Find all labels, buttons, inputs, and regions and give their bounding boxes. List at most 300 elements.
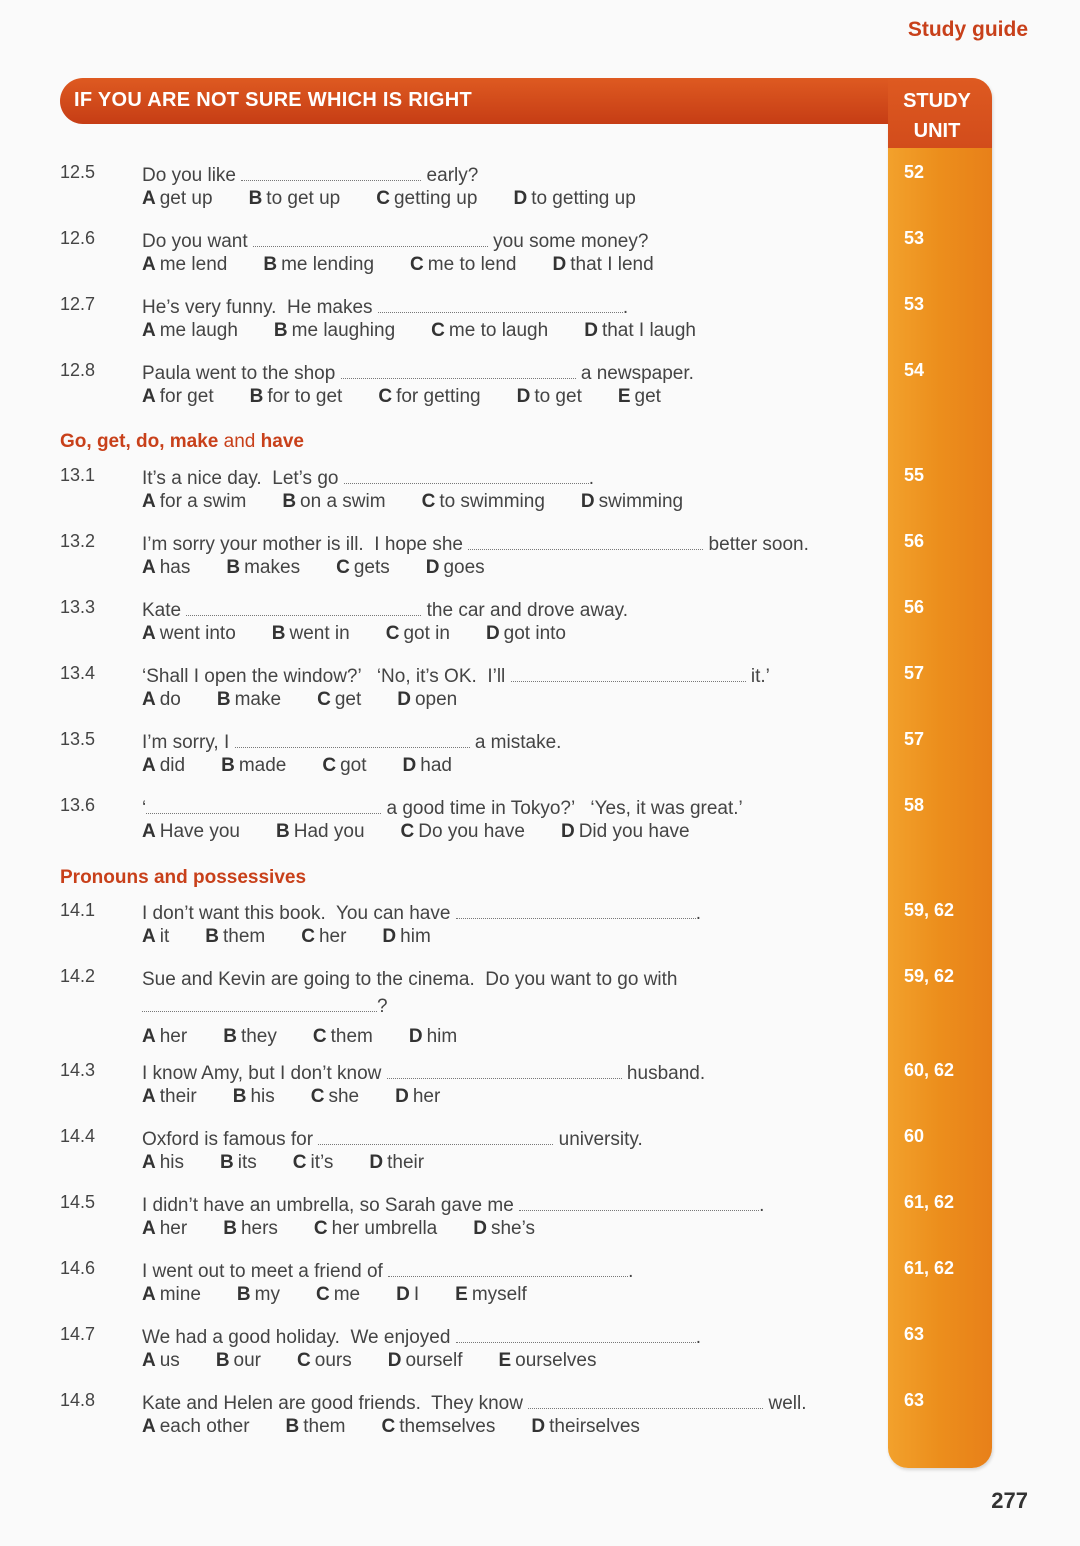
question-text — [142, 966, 882, 1020]
option-text: his — [250, 1086, 275, 1107]
option-text: she — [328, 1086, 360, 1107]
answer-option-b — [226, 557, 300, 579]
question-text-before: Kate — [142, 600, 187, 621]
study-unit-number: 60 — [904, 1126, 925, 1146]
question-text-after: it.’ — [745, 666, 770, 687]
question-text-after: early? — [421, 165, 479, 186]
study-unit-number: 56 — [904, 531, 925, 551]
option-letter: D — [402, 755, 417, 776]
answer-blank — [318, 1127, 553, 1145]
study-unit-number: 63 — [904, 1390, 925, 1410]
option-text: myself — [471, 1284, 527, 1305]
answer-option-e — [618, 386, 661, 408]
answer-option-a — [142, 557, 190, 579]
question-number: 13.2 — [60, 531, 96, 551]
question-text-after: . — [695, 903, 702, 924]
answer-option-b — [272, 623, 350, 645]
answer-option-a — [142, 926, 169, 948]
option-letter: D — [397, 689, 411, 710]
answer-option-d — [486, 623, 566, 645]
study-unit-number: 58 — [904, 795, 925, 815]
option-text: us — [159, 1350, 180, 1371]
answer-option-d — [553, 254, 654, 276]
option-text: swimming — [598, 491, 684, 512]
option-text: Do you have — [418, 821, 525, 842]
answer-options — [142, 689, 493, 711]
option-text: made — [238, 755, 287, 776]
option-text: my — [254, 1284, 280, 1305]
answer-option-c — [401, 821, 525, 843]
answer-option-a — [142, 1284, 201, 1306]
option-letter: A — [142, 689, 156, 710]
option-letter: D — [516, 386, 531, 407]
option-letter: E — [455, 1284, 468, 1305]
question-text-after: university. — [553, 1129, 643, 1150]
question-text-before: Do you like — [142, 165, 242, 186]
question-text-after: a newspaper. — [575, 363, 694, 384]
study-unit-number: 56 — [904, 597, 925, 617]
option-text: her — [159, 1026, 188, 1047]
answer-options — [142, 821, 726, 843]
answer-option-c — [322, 755, 366, 777]
option-text: they — [240, 1026, 277, 1047]
option-letter: B — [273, 320, 288, 341]
question-text-before: I didn’t have an umbrella, so Sarah gave me — [142, 1195, 520, 1216]
answer-option-c — [410, 254, 516, 276]
option-letter: D — [369, 1152, 384, 1173]
option-letter: A — [142, 386, 156, 407]
answer-blank — [387, 1061, 622, 1079]
option-letter: A — [142, 254, 156, 275]
answer-option-b — [221, 755, 286, 777]
option-letter: A — [142, 320, 156, 341]
answer-option-a — [142, 1218, 187, 1240]
option-letter: B — [236, 1284, 251, 1305]
answer-blank — [142, 994, 377, 1012]
option-text: I — [413, 1284, 420, 1305]
study-unit-number: 61, 62 — [904, 1192, 955, 1212]
question-text — [142, 663, 882, 690]
question-text — [142, 465, 882, 492]
option-letter: B — [285, 1416, 300, 1437]
answer-option-c — [293, 1152, 334, 1174]
option-text: open — [414, 689, 458, 710]
option-text: for a swim — [159, 491, 247, 512]
question-number: 14.1 — [60, 900, 96, 920]
option-text: on a swim — [300, 491, 386, 512]
option-letter: B — [271, 623, 286, 644]
option-letter: C — [376, 188, 390, 209]
option-text: him — [426, 1026, 458, 1047]
answer-option-e — [498, 1350, 596, 1372]
answer-option-c — [378, 386, 480, 408]
answer-option-c — [301, 926, 346, 948]
section-heading-pronouns: Pronouns and possessives — [60, 867, 307, 888]
answer-options — [142, 926, 467, 948]
study-unit-number: 59, 62 — [904, 966, 955, 986]
question-text-after: you some money? — [487, 231, 649, 252]
question-text — [142, 1060, 882, 1087]
option-text: ourselves — [515, 1350, 597, 1371]
answer-option-b — [282, 491, 385, 513]
option-text: our — [233, 1350, 262, 1371]
study-unit-number: 53 — [904, 228, 925, 248]
answer-option-d — [473, 1218, 535, 1240]
option-text: her — [159, 1218, 188, 1239]
option-text: them — [330, 1026, 373, 1047]
answer-blank — [186, 598, 421, 616]
answer-options — [142, 1416, 676, 1438]
option-letter: B — [220, 1152, 234, 1173]
answer-option-b — [263, 254, 374, 276]
question-text-after: a mistake. — [469, 732, 562, 753]
option-text: Had you — [293, 821, 365, 842]
answer-option-a — [142, 755, 185, 777]
answer-blank — [511, 664, 746, 682]
option-letter: C — [315, 1284, 330, 1305]
option-text: goes — [443, 557, 485, 578]
question-text-after: . — [695, 1327, 701, 1348]
answer-option-a — [142, 821, 240, 843]
answer-options — [142, 491, 719, 513]
option-letter: A — [142, 1152, 156, 1173]
option-text: that I lend — [570, 254, 654, 275]
question-text-after: . — [622, 297, 629, 318]
answer-option-b — [249, 188, 341, 210]
question-text — [142, 795, 882, 822]
answer-option-b — [217, 689, 281, 711]
option-text: for to get — [267, 386, 343, 407]
option-letter: D — [425, 557, 440, 578]
study-unit-number: 53 — [904, 294, 925, 314]
question-text-after: husband. — [621, 1063, 706, 1084]
option-text: she’s — [490, 1218, 535, 1239]
question-text — [142, 729, 882, 756]
answer-option-d — [369, 1152, 424, 1174]
option-text: me to lend — [427, 254, 517, 275]
answer-blank — [456, 1325, 696, 1343]
section-heading-part3: have — [260, 431, 304, 452]
answer-options — [142, 755, 488, 777]
answer-option-d — [409, 1026, 457, 1048]
question-text-before: We had a good holiday. We enjoyed — [142, 1327, 456, 1348]
option-letter: A — [142, 491, 156, 512]
study-unit-number: 63 — [904, 1324, 925, 1344]
option-letter: B — [282, 491, 297, 512]
question-number: 14.5 — [60, 1192, 96, 1212]
option-text: them — [303, 1416, 346, 1437]
running-head: Study guide — [907, 18, 1028, 41]
question-text — [142, 1258, 882, 1285]
option-letter: B — [249, 386, 264, 407]
answer-option-a — [142, 1152, 184, 1174]
option-letter: B — [263, 254, 278, 275]
question-number: 13.3 — [60, 597, 96, 617]
answer-option-b — [276, 821, 365, 843]
question-text — [142, 228, 882, 255]
option-text: had — [420, 755, 452, 776]
option-letter: C — [385, 623, 400, 644]
answer-option-a — [142, 491, 246, 513]
study-unit-header-line1: STUDY — [903, 90, 971, 112]
option-letter: C — [381, 1416, 396, 1437]
option-letter: C — [378, 386, 393, 407]
question-text-after: the car and drove away. — [421, 600, 629, 621]
answer-blank — [235, 730, 470, 748]
option-letter: A — [142, 755, 156, 776]
option-text: each other — [159, 1416, 250, 1437]
question-text-before: I went out to meet a friend of — [142, 1261, 389, 1282]
answer-options — [142, 386, 697, 408]
question-text-before: It’s a nice day. Let’s go — [142, 468, 344, 489]
option-letter: B — [215, 1350, 230, 1371]
option-letter: D — [580, 491, 595, 512]
question-text-before: ‘Shall I open the window?’ ‘No, it’s OK. I’ll — [142, 666, 511, 687]
answer-option-b — [237, 1284, 280, 1306]
option-letter: E — [617, 386, 631, 407]
question-text-after: better soon. — [703, 534, 809, 555]
question-text — [142, 900, 882, 927]
answer-option-b — [216, 1350, 261, 1372]
option-letter: A — [142, 1416, 156, 1437]
page-number: 277 — [991, 1488, 1028, 1513]
answer-blank — [456, 901, 696, 919]
answer-option-c — [382, 1416, 496, 1438]
question-number: 12.6 — [60, 228, 96, 248]
study-unit-header-line2: UNIT — [913, 120, 961, 142]
answer-option-d — [517, 386, 582, 408]
option-letter: B — [223, 1026, 237, 1047]
option-letter: C — [410, 254, 424, 275]
answer-option-a — [142, 1350, 180, 1372]
question-text — [142, 162, 882, 189]
option-text: it — [159, 926, 170, 947]
option-letter: D — [584, 320, 598, 341]
answer-blank — [253, 229, 488, 247]
answer-options — [142, 1350, 633, 1372]
answer-option-b — [223, 1218, 278, 1240]
study-unit-number: 61, 62 — [904, 1258, 955, 1278]
answer-options — [142, 254, 690, 276]
option-letter: C — [313, 1218, 328, 1239]
answer-option-d — [396, 1284, 419, 1306]
option-text: his — [159, 1152, 185, 1173]
option-letter: D — [473, 1218, 487, 1239]
option-letter: A — [142, 623, 156, 644]
answer-options — [142, 623, 602, 645]
option-letter: A — [142, 1218, 156, 1239]
option-text: went into — [159, 623, 236, 644]
option-text: to get — [534, 386, 582, 407]
option-text: did — [159, 755, 186, 776]
option-letter: A — [142, 1026, 156, 1047]
option-text: make — [234, 689, 282, 710]
answer-option-c — [311, 1086, 359, 1108]
question-number: 14.7 — [60, 1324, 96, 1344]
option-letter: B — [226, 557, 241, 578]
option-letter: C — [317, 689, 331, 710]
answer-option-c — [316, 1284, 360, 1306]
option-letter: A — [142, 821, 156, 842]
option-text: got — [340, 755, 367, 776]
study-unit-number: 55 — [904, 465, 925, 485]
answer-blank — [528, 1391, 763, 1409]
question-number: 14.6 — [60, 1258, 96, 1278]
option-letter: E — [498, 1350, 512, 1371]
answer-blank — [388, 1259, 628, 1277]
option-letter: D — [560, 821, 575, 842]
option-text: Did you have — [578, 821, 690, 842]
option-letter: D — [531, 1416, 546, 1437]
answer-option-c — [422, 491, 545, 513]
answer-option-b — [286, 1416, 346, 1438]
option-text: me — [333, 1284, 361, 1305]
option-text: went in — [289, 623, 350, 644]
option-text: ours — [314, 1350, 352, 1371]
option-letter: C — [292, 1152, 307, 1173]
option-text: hers — [240, 1218, 278, 1239]
answer-option-a — [142, 1026, 187, 1048]
option-text: its — [237, 1152, 257, 1173]
option-letter: C — [322, 755, 337, 776]
option-letter: A — [142, 1284, 156, 1305]
question-text-before: Oxford is famous for — [142, 1129, 319, 1150]
answer-option-d — [397, 689, 457, 711]
question-text-after: . — [628, 1261, 634, 1282]
option-letter: A — [142, 188, 156, 209]
answer-option-d — [531, 1416, 640, 1438]
option-text: me laughing — [291, 320, 396, 341]
answer-option-a — [142, 689, 181, 711]
question-text-before: He’s very funny. He makes — [142, 297, 378, 318]
answer-option-c — [313, 1026, 373, 1048]
header-bar — [60, 78, 990, 124]
option-letter: C — [400, 821, 415, 842]
option-text: get — [334, 689, 362, 710]
option-letter: B — [216, 689, 231, 710]
question-number: 14.3 — [60, 1060, 96, 1080]
option-letter: C — [297, 1350, 311, 1371]
question-text-before: Kate and Helen are good friends. They know — [142, 1393, 529, 1414]
option-letter: D — [395, 1086, 409, 1107]
option-text: theirselves — [549, 1416, 640, 1437]
question-number: 13.5 — [60, 729, 96, 749]
study-unit-number: 59, 62 — [904, 900, 955, 920]
option-letter: A — [142, 926, 156, 947]
answer-options — [142, 1284, 563, 1306]
option-text: me lend — [159, 254, 228, 275]
answer-option-b — [205, 926, 265, 948]
answer-option-a — [142, 1416, 250, 1438]
question-number: 13.4 — [60, 663, 96, 683]
option-text: themselves — [399, 1416, 496, 1437]
study-unit-number: 60, 62 — [904, 1060, 955, 1080]
question-text-after: . — [759, 1195, 765, 1216]
option-text: me laugh — [159, 320, 238, 341]
option-letter: C — [301, 926, 315, 947]
option-letter: A — [142, 1086, 156, 1107]
question-number: 12.5 — [60, 162, 96, 182]
answer-options — [142, 188, 672, 210]
question-text-after: . — [588, 468, 595, 489]
question-number: 14.4 — [60, 1126, 96, 1146]
answer-blank — [241, 163, 421, 181]
answer-option-b — [233, 1086, 275, 1108]
question-text — [142, 1192, 882, 1219]
option-text: gets — [353, 557, 390, 578]
section-heading-part1: Go, get, do, make — [60, 431, 219, 452]
option-letter: D — [396, 1284, 410, 1305]
answer-option-a — [142, 386, 214, 408]
study-unit-number: 57 — [904, 729, 925, 749]
option-letter: D — [552, 254, 567, 275]
answer-option-a — [142, 623, 236, 645]
answer-blank — [468, 532, 703, 550]
study-unit-number: 57 — [904, 663, 925, 683]
option-letter: C — [310, 1086, 325, 1107]
answer-option-c — [386, 623, 450, 645]
option-text: do — [159, 689, 181, 710]
option-text: get — [634, 386, 661, 407]
question-text-before: Sue and Kevin are going to the cinema. Do you want to go with — [142, 969, 678, 990]
option-letter: B — [232, 1086, 247, 1107]
question-text-after: well. — [763, 1393, 807, 1414]
option-text: their — [159, 1086, 197, 1107]
question-number: 12.7 — [60, 294, 96, 314]
question-text-after: ? — [377, 996, 388, 1017]
option-text: for get — [159, 386, 214, 407]
question-text-before: ‘ — [142, 798, 147, 819]
option-letter: D — [485, 623, 500, 644]
answer-blank — [519, 1193, 759, 1211]
option-text: him — [400, 926, 431, 947]
question-text-before: I know Amy, but I don’t know — [142, 1063, 387, 1084]
question-text — [142, 1324, 882, 1351]
option-text: ourself — [405, 1350, 463, 1371]
answer-option-b — [223, 1026, 277, 1048]
question-text — [142, 531, 882, 558]
question-number: 12.8 — [60, 360, 96, 380]
option-letter: C — [336, 557, 350, 578]
question-text-after: a good time in Tokyo?’ ‘Yes, it was great.’ — [381, 798, 743, 819]
answer-options — [142, 557, 521, 579]
study-unit-header — [888, 86, 986, 146]
option-text: get up — [159, 188, 213, 209]
answer-option-d — [395, 1086, 440, 1108]
answer-blank — [344, 466, 589, 484]
answer-option-c — [297, 1350, 352, 1372]
option-letter: B — [205, 926, 219, 947]
answer-option-d — [584, 320, 696, 342]
answer-option-b — [250, 386, 343, 408]
option-letter: A — [142, 1350, 156, 1371]
option-letter: A — [142, 557, 156, 578]
option-letter: B — [248, 188, 263, 209]
option-letter: B — [221, 755, 235, 776]
answer-option-d — [513, 188, 635, 210]
answer-options — [142, 1026, 493, 1048]
answer-option-a — [142, 254, 227, 276]
study-unit-number: 54 — [904, 360, 925, 380]
answer-blank — [341, 361, 576, 379]
option-text: has — [159, 557, 191, 578]
question-text-before: Paula went to the shop — [142, 363, 341, 384]
option-letter: B — [223, 1218, 237, 1239]
question-text-before: I’m sorry your mother is ill. I hope she — [142, 534, 469, 555]
answer-option-c — [336, 557, 390, 579]
header-title: IF YOU ARE NOT SURE WHICH IS RIGHT — [74, 89, 472, 111]
option-text: Have you — [159, 821, 241, 842]
